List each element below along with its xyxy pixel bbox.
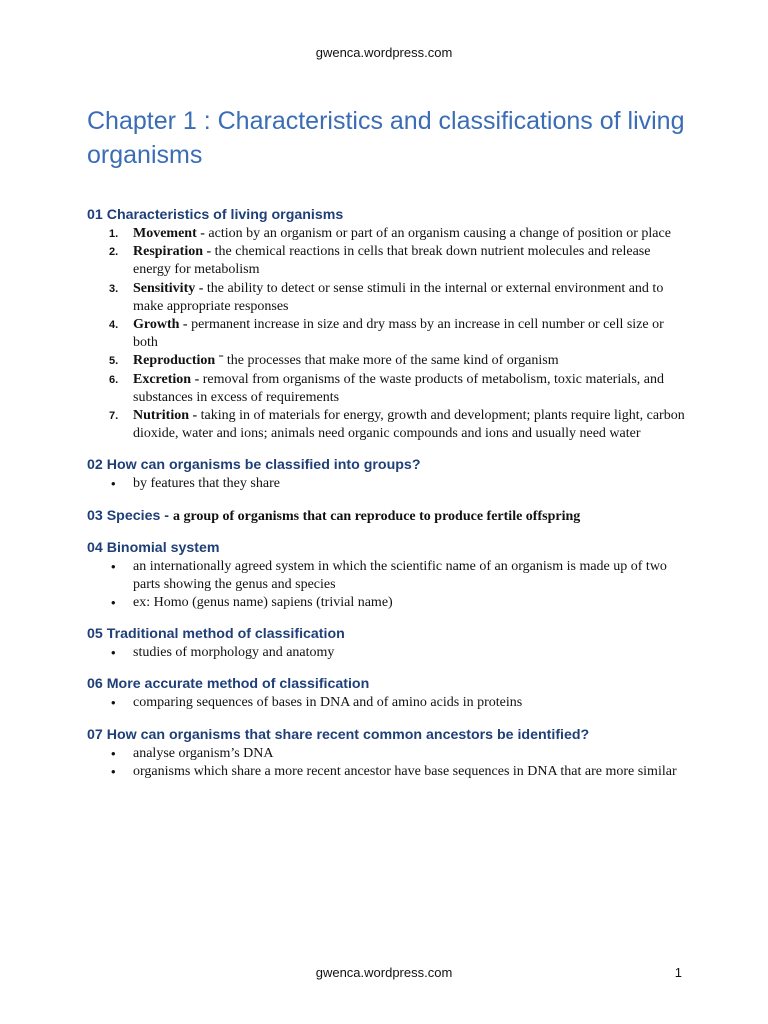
section bbox=[87, 539, 687, 613]
item-text: the processes that make more of the same kind of organism bbox=[226, 353, 559, 369]
list-item bbox=[87, 745, 687, 763]
term: Sensitivity - bbox=[133, 280, 207, 296]
bullet-list bbox=[87, 644, 687, 662]
list-item bbox=[87, 594, 687, 612]
section-heading bbox=[87, 625, 687, 644]
item-text: by features that they share bbox=[133, 476, 280, 492]
section-heading-text: 04 Binomial system bbox=[87, 539, 220, 556]
page-footer: gwenca.wordpress.com bbox=[315, 965, 453, 980]
list-item bbox=[87, 644, 687, 662]
term: Movement - bbox=[133, 226, 209, 241]
term: Growth - bbox=[133, 317, 192, 333]
section-heading bbox=[87, 206, 687, 225]
item-number: 5. bbox=[109, 355, 119, 368]
bullet-list bbox=[87, 694, 687, 712]
bullet-list bbox=[87, 475, 687, 493]
section-heading-text: 03 Species - bbox=[87, 507, 173, 524]
list-item bbox=[87, 558, 687, 594]
section bbox=[87, 507, 687, 526]
section bbox=[87, 726, 687, 781]
section-heading bbox=[87, 456, 687, 475]
section-heading-text: 06 More accurate method of classification bbox=[87, 676, 370, 693]
list-item bbox=[87, 352, 687, 370]
list-item bbox=[87, 475, 687, 493]
bullet-marker: • bbox=[111, 645, 116, 661]
bullet-marker: • bbox=[111, 476, 116, 492]
item-number: 6. bbox=[109, 373, 119, 386]
item-text: ex: Homo (genus name) sapiens (trivial name) bbox=[133, 595, 393, 611]
item-number: 1. bbox=[109, 228, 119, 240]
term: Nutrition - bbox=[133, 408, 201, 424]
section-heading-text: 02 How can organisms be classified into groups? bbox=[87, 457, 421, 474]
list-item bbox=[87, 371, 687, 407]
section-description: a group of organisms that can reproduce to produce fertile offspring bbox=[172, 508, 581, 524]
section-heading-text: 05 Traditional method of classification bbox=[87, 626, 345, 643]
item-number: 7. bbox=[109, 410, 119, 423]
bullet-marker: • bbox=[111, 595, 116, 611]
item-text: removal from organisms of the waste products of metabolism, toxic materials, and substances in excess of requirements bbox=[133, 371, 664, 405]
item-text: analyse organism’s DNA bbox=[133, 745, 274, 761]
list-item bbox=[87, 243, 687, 279]
section-heading bbox=[87, 539, 687, 558]
term: Respiration - bbox=[133, 244, 215, 260]
section-heading bbox=[87, 726, 687, 745]
item-text: organisms which share a more recent ancestor have base sequences in DNA that are more similar bbox=[133, 763, 677, 779]
bullet-list bbox=[87, 558, 687, 613]
item-text: studies of morphology and anatomy bbox=[133, 645, 335, 661]
list-item bbox=[87, 407, 687, 443]
item-number: 2. bbox=[109, 246, 119, 259]
list-item bbox=[87, 763, 687, 781]
section bbox=[87, 675, 687, 712]
bullet-marker: • bbox=[111, 745, 116, 761]
item-number: 4. bbox=[109, 319, 119, 332]
term: Reproduction ˉ bbox=[133, 353, 227, 369]
bullet-marker: • bbox=[111, 695, 116, 711]
list-item bbox=[87, 280, 687, 316]
item-text: comparing sequences of bases in DNA and of amino acids in proteins bbox=[133, 695, 523, 711]
item-text: action by an organism or part of an organism causing a change of position or place bbox=[208, 226, 671, 241]
item-text: the ability to detect or sense stimuli in the internal or external environment and to make appropriate responses bbox=[133, 280, 664, 314]
numbered-list bbox=[87, 225, 687, 443]
section bbox=[87, 625, 687, 662]
item-number: 3. bbox=[109, 282, 119, 295]
section-heading bbox=[87, 675, 687, 694]
bullet-marker: • bbox=[111, 763, 116, 779]
bullet-marker: • bbox=[111, 558, 116, 574]
section-heading-text: 01 Characteristics of living organisms bbox=[87, 207, 344, 223]
section bbox=[87, 456, 687, 493]
item-text: an internationally agreed system in which the scientific name of an organism is made up of two parts showing the genus and species bbox=[133, 558, 667, 592]
document-body bbox=[87, 206, 687, 794]
section-heading bbox=[87, 507, 687, 526]
list-item bbox=[87, 694, 687, 712]
list-item bbox=[87, 225, 687, 243]
page-header: gwenca.wordpress.com bbox=[315, 45, 453, 60]
bullet-list bbox=[87, 745, 687, 781]
item-text: permanent increase in size and dry mass by an increase in cell number or cell size or both bbox=[133, 317, 664, 351]
section bbox=[87, 206, 687, 443]
term: Excretion - bbox=[133, 371, 203, 387]
list-item bbox=[87, 316, 687, 352]
chapter-title: Chapter 1 : Characteristics and classifications of living organisms bbox=[87, 107, 685, 169]
section-heading-text: 07 How can organisms that share recent common ancestors be identified? bbox=[87, 726, 590, 743]
item-text: taking in of materials for energy, growth and development; plants require light, carbon dioxide, water and ions; animals need organic compounds and ions and usually need water bbox=[133, 408, 685, 442]
page-number: 1 bbox=[674, 965, 682, 980]
item-text: the chemical reactions in cells that break down nutrient molecules and release energy for metabolism bbox=[133, 244, 651, 278]
